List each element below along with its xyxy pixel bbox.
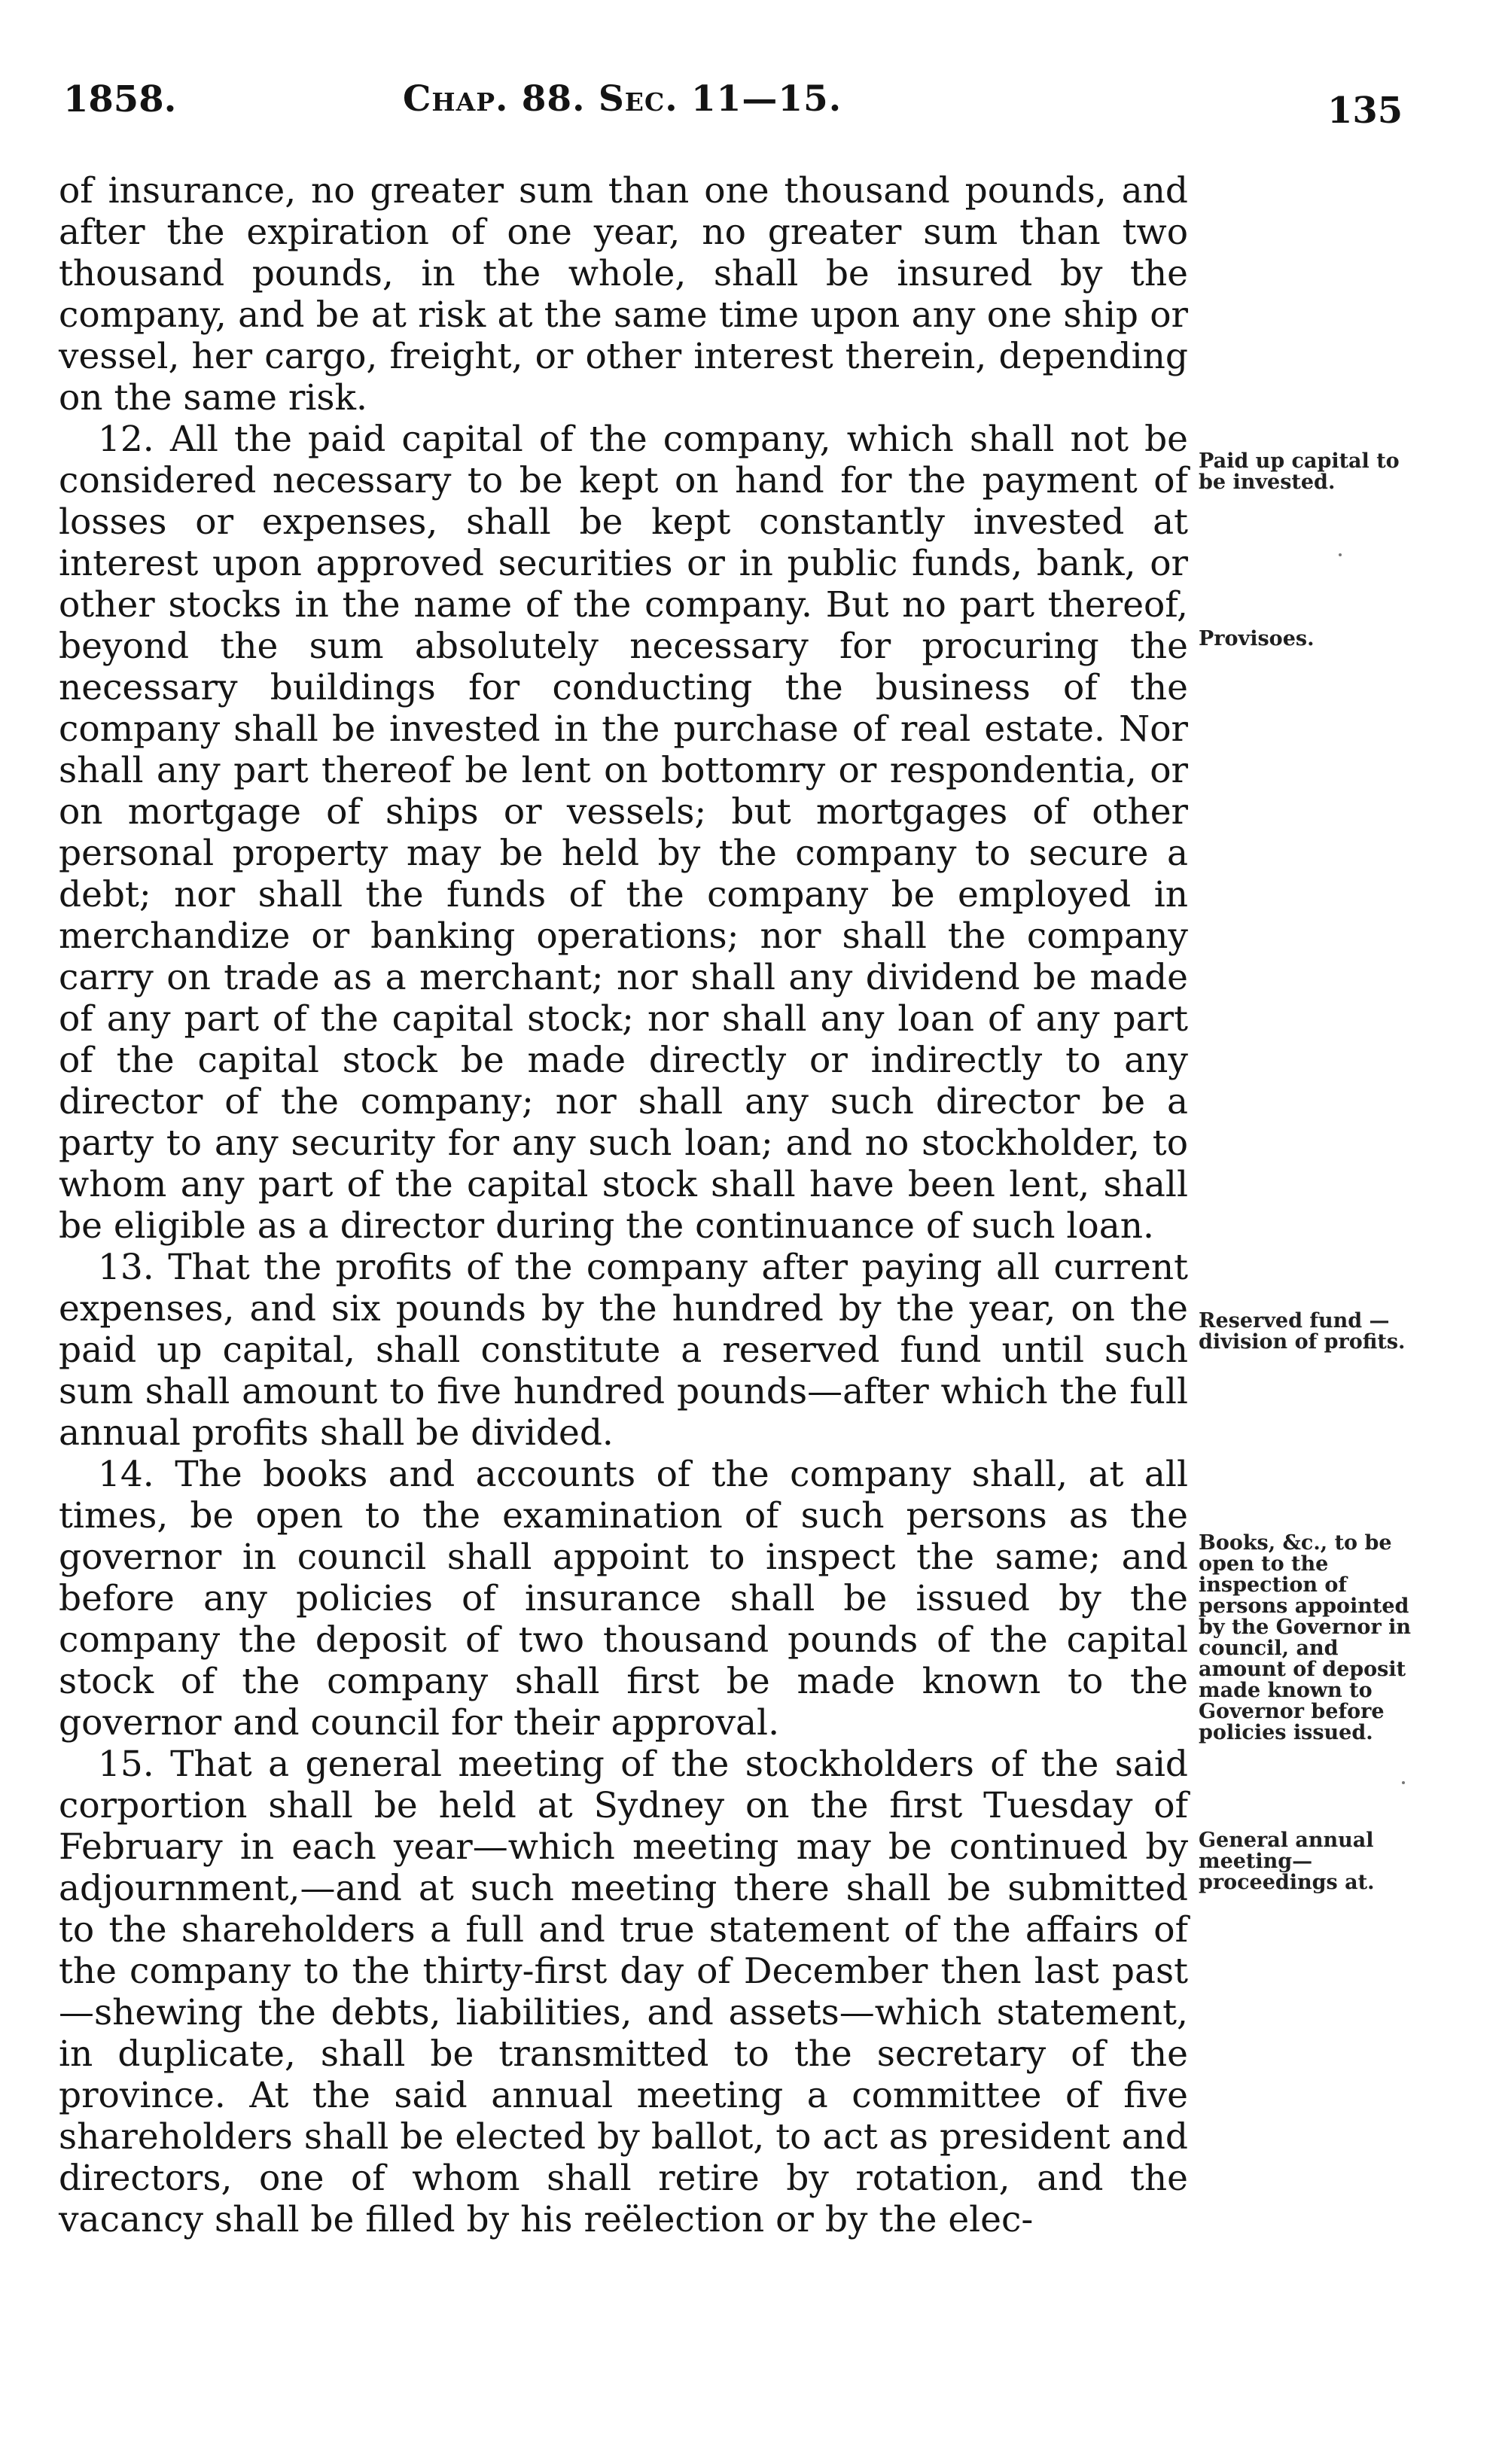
page-year: 1858. xyxy=(63,78,177,120)
section-12-number: 12. xyxy=(98,419,154,460)
section-12-text: All the paid capital of the company, which shall not be considered necessary to be kept on hand for the payment of losses or expenses, shall be kept constantly invested at interest upon approved securities or in public funds, bank, or other stocks in the name of the company. But no part thereof, beyond the sum absolutely necessary for procuring the necessary buildings for conducting the business of the company shall be invested in the purchase of real estate. Nor shall any part thereof be lent on bottomry or respondentia, or on mortgage of ships or vessels; but mortgages of other personal property may be held by the company to secure a debt; nor shall the funds of the company be employed in merchandize or banking operations; nor shall the company carry on trade as a merchant; nor shall any dividend be made of any part of the capital stock; nor shall any loan of any part of the capital stock be made directly or indirectly to any director of the company; nor shall any such director be a party to any security for any such loan; and no stockholder, to whom any part of the capital stock shall have been lent, shall be eligible as a director during the continuance of such loan. xyxy=(59,419,1188,1247)
continuation-paragraph: of insurance, no greater sum than one thousand pounds, and after the expiration of one year, no greater sum than two thousand pounds, in the whole, shall be insured by the company, and be at risk at the same time upon any one ship or vessel, her cargo, freight, or other interest therein, depending on the same risk. xyxy=(59,170,1188,419)
section-12 xyxy=(59,419,1188,1247)
statute-text xyxy=(59,170,1188,2240)
margin-note-paid-capital: Paid up capital to be invested. xyxy=(1199,449,1400,494)
margin-note-books-open: Books, &c., to be open to the inspection of persons appointed by the Governor in council, and amount of deposit made known to Governor before policies issued. xyxy=(1199,1531,1411,1744)
section-14-number: 14. xyxy=(98,1454,154,1495)
page-number: 135 xyxy=(1327,90,1403,132)
section-15-number: 15. xyxy=(98,1744,154,1785)
margin-note-reserved-fund: Reserved fund —division of profits. xyxy=(1199,1309,1406,1354)
section-15 xyxy=(59,1744,1188,2240)
print-speck xyxy=(1402,1781,1405,1784)
section-13 xyxy=(59,1247,1188,1454)
margin-note-provisoes: Provisoes. xyxy=(1199,627,1315,650)
section-13-number: 13. xyxy=(98,1247,154,1288)
chapter-section-heading: Chap. 88. Sec. 11—15. xyxy=(403,78,842,120)
section-15-text: That a general meeting of the stockholders of the said corportion shall be held at Sydney on the first Tuesday of February in each year—which meeting may be continued by adjournment,—and at such meeting there shall be submitted to the shareholders a full and true statement of the affairs of the company to the thirty-first day of December then last past—shewing the debts, liabilities, and assets—which statement, in duplicate, shall be transmitted to the secretary of the province. At the said annual meeting a committee of five shareholders shall be elected by ballot, to act as president and directors, one of whom shall retire by rotation, and the vacancy shall be filled by his reëlection or by the elec- xyxy=(59,1744,1188,2240)
section-13-text: That the profits of the company after paying all current expenses, and six pounds by the hundred by the year, on the paid up capital, shall constitute a reserved fund until such sum shall amount to five hundred pounds—after which the full annual profits shall be divided. xyxy=(59,1247,1188,1454)
section-14 xyxy=(59,1454,1188,1744)
margin-note-general-meeting: General annual meeting—proceedings at. xyxy=(1199,1829,1375,1894)
print-speck xyxy=(1339,553,1342,556)
section-14-text: The books and accounts of the company shall, at all times, be open to the examination of such persons as the governor in council shall appoint to inspect the same; and before any policies of insurance shall be issued by the company the deposit of two thousand pounds of the capital stock of the company shall first be made known to the governor and council for their approval. xyxy=(59,1454,1188,1744)
